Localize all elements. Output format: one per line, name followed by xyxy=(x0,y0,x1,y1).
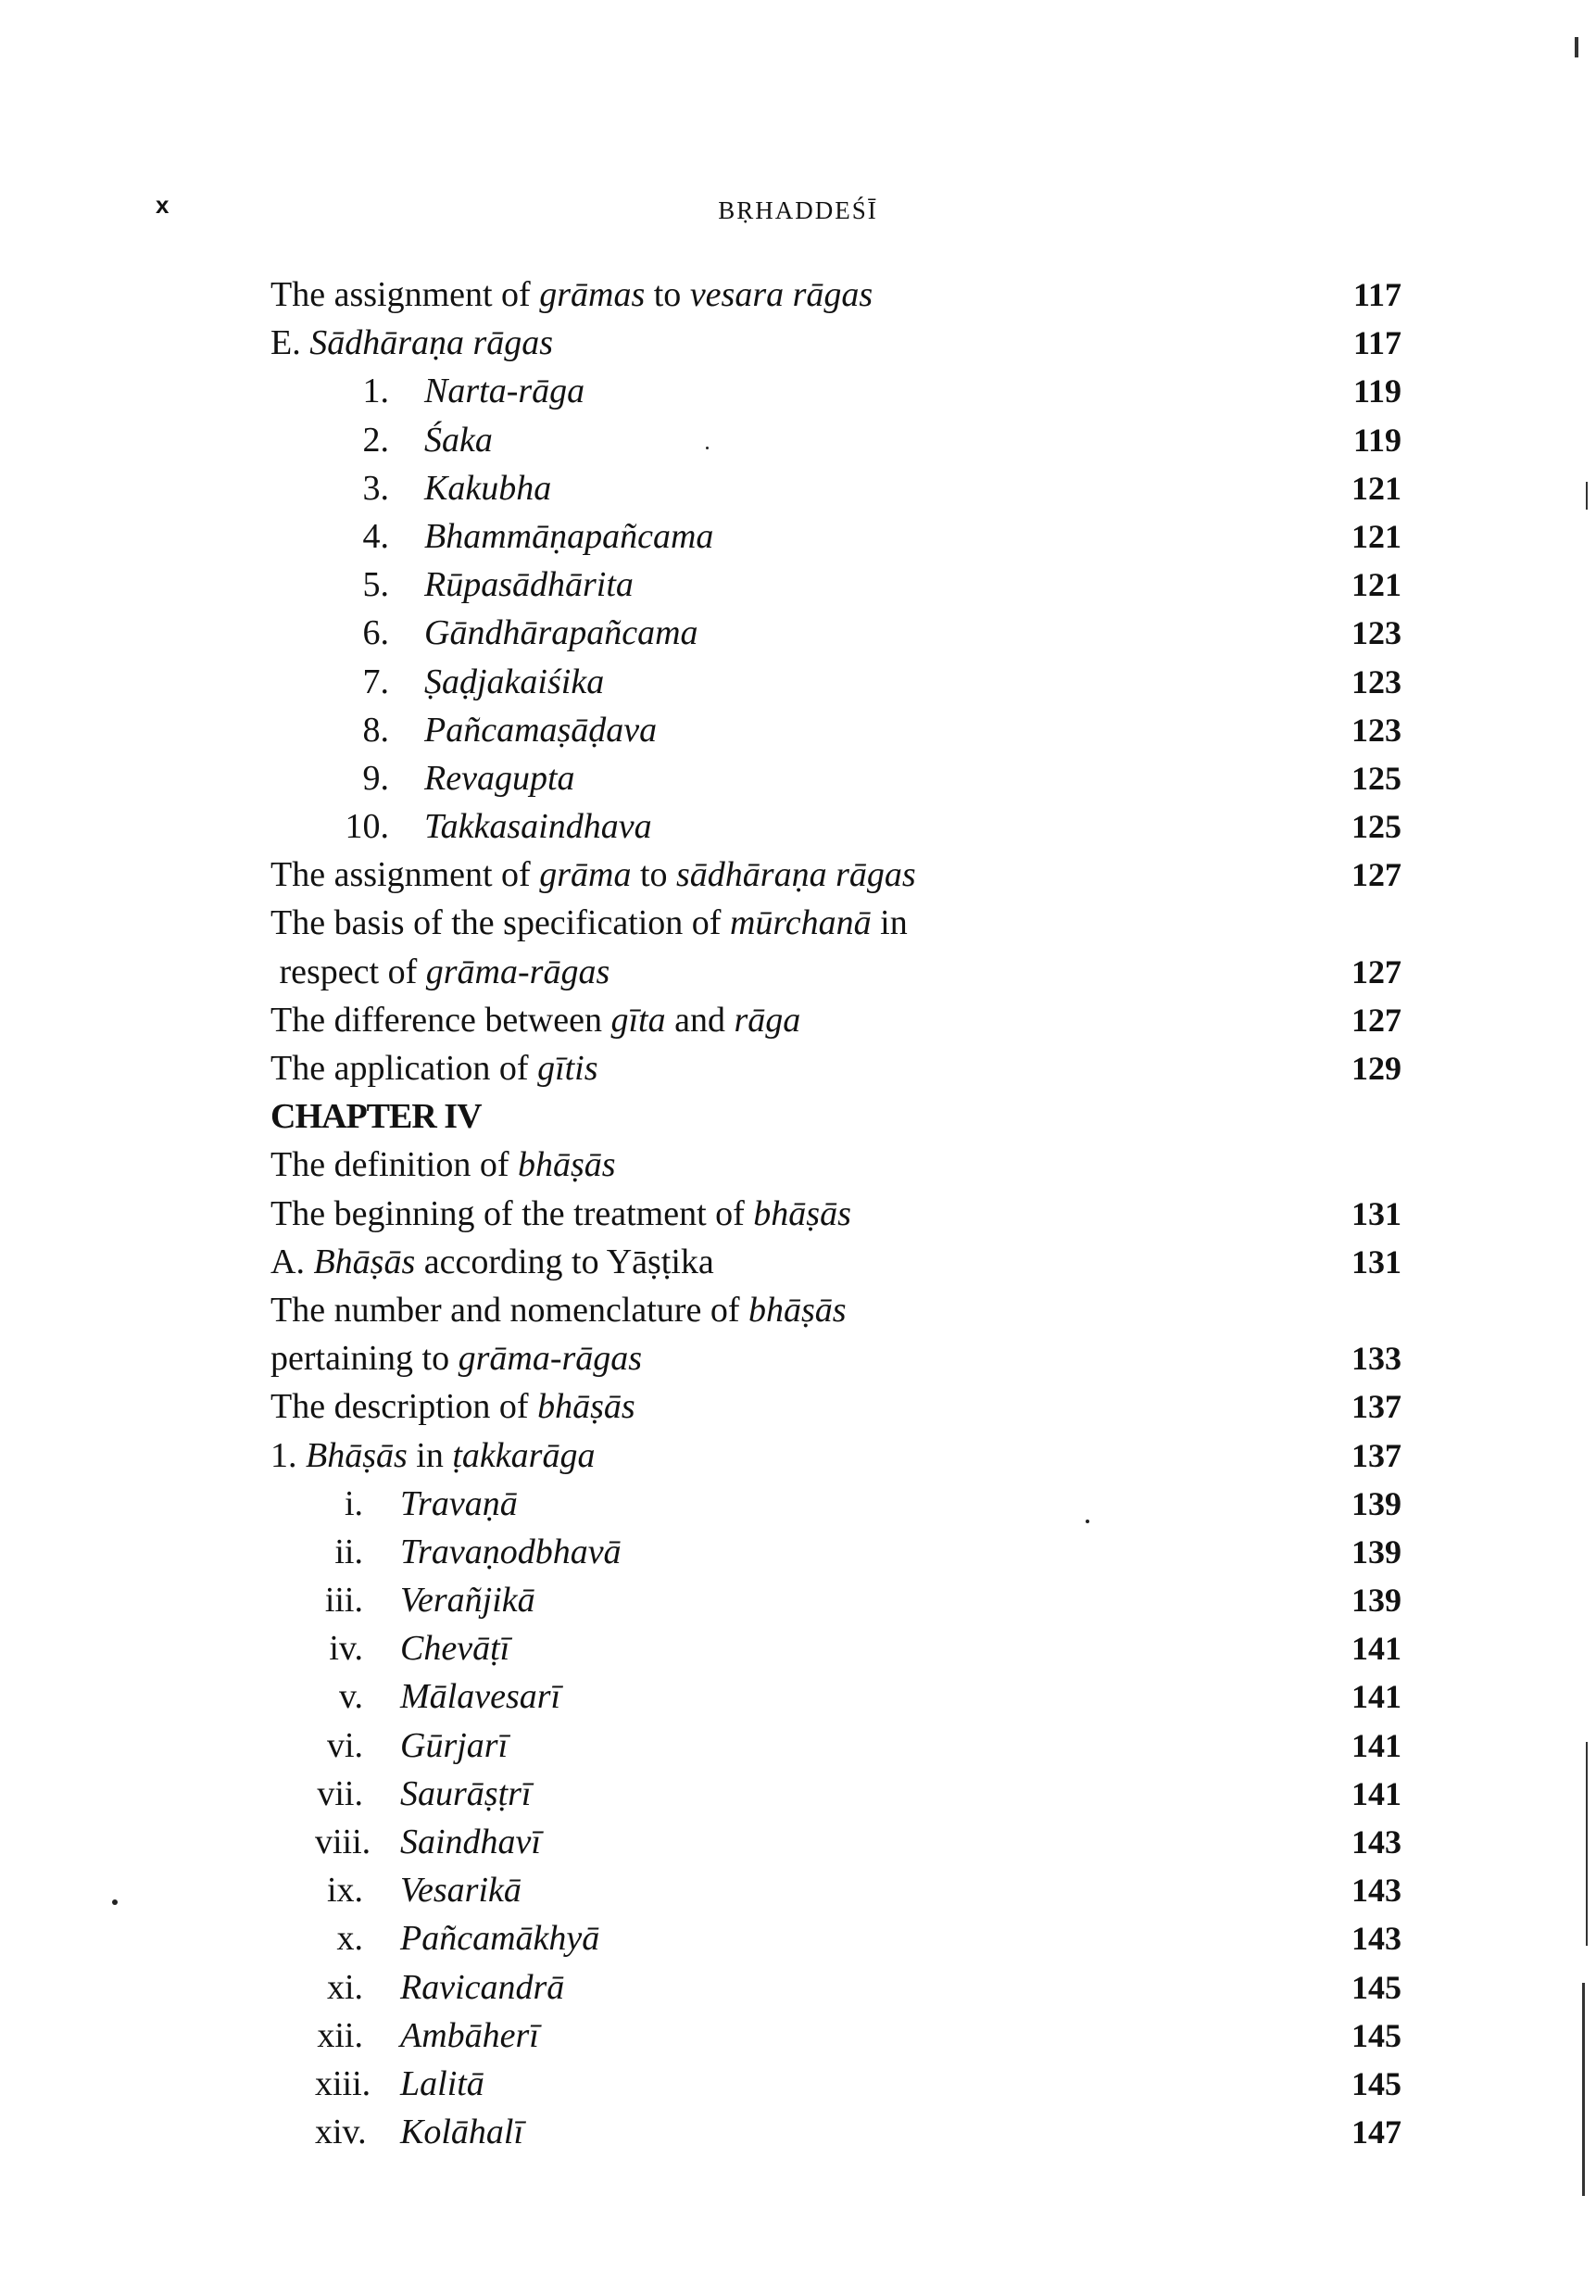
toc-page-number: 141 xyxy=(1351,1678,1401,1716)
toc-entry-number: xiv. xyxy=(315,2113,367,2152)
toc-page-number: 121 xyxy=(1351,566,1401,604)
toc-entry xyxy=(0,2108,1596,2156)
italic-term: bhāṣās xyxy=(753,1193,851,1233)
toc-entry-title xyxy=(424,802,652,851)
toc-page-number: 139 xyxy=(1351,1484,1401,1522)
toc-entry xyxy=(0,367,1596,415)
toc-entry xyxy=(0,2012,1596,2060)
toc-entry-title xyxy=(400,1770,531,1818)
toc-entry-number: ii. xyxy=(334,1532,363,1571)
italic-term: Pañcamākhyā xyxy=(400,1919,600,1959)
toc-entry-title xyxy=(400,1528,622,1576)
toc-entry-title xyxy=(400,2012,539,2060)
italic-term: sādhāraṇa rāgas xyxy=(676,855,916,895)
italic-term: rāga xyxy=(734,1000,801,1040)
table-of-contents xyxy=(0,271,1596,2156)
italic-term: Travaṇodbhavā xyxy=(400,1532,622,1571)
toc-page-number: 121 xyxy=(1351,469,1401,507)
toc-entry-title xyxy=(400,1963,564,2012)
title-text: The definition of xyxy=(270,1145,518,1185)
toc-entry xyxy=(0,1190,1596,1238)
toc-page-number: 127 xyxy=(1351,856,1401,894)
toc-entry-title xyxy=(270,271,873,319)
italic-term: Sādhāraṇa rāgas xyxy=(309,323,554,363)
title-text: to xyxy=(645,275,690,314)
italic-term: Kolāhalī xyxy=(400,2113,524,2152)
italic-term: mūrchanā xyxy=(729,903,872,943)
toc-entry-title xyxy=(270,1334,642,1382)
toc-page-number: 139 xyxy=(1351,1582,1401,1620)
toc-entry xyxy=(0,609,1596,657)
toc-page-number: 133 xyxy=(1351,1340,1401,1378)
toc-entry-title xyxy=(400,2108,523,2156)
title-text: The assignment of xyxy=(270,275,540,314)
italic-term: Pañcamaṣāḍava xyxy=(424,710,658,750)
toc-entry-title xyxy=(270,1382,635,1431)
italic-term: bhāṣās xyxy=(537,1387,635,1427)
italic-term: Narta-rāga xyxy=(424,372,585,411)
toc-entry-title xyxy=(400,1818,541,1866)
toc-entry xyxy=(0,416,1596,464)
italic-term: Śaka xyxy=(424,420,493,460)
toc-entry-number: 4. xyxy=(362,516,389,556)
toc-page-number: 129 xyxy=(1351,1050,1401,1087)
toc-page-number: 123 xyxy=(1351,614,1401,652)
toc-page-number: 143 xyxy=(1351,1872,1401,1910)
toc-entry-title xyxy=(424,512,713,561)
edge-mark xyxy=(1586,482,1588,510)
italic-term: Saindhavī xyxy=(400,1823,541,1861)
toc-entry-number: iv. xyxy=(329,1629,363,1669)
toc-page-number: 127 xyxy=(1351,1001,1401,1039)
toc-entry-title xyxy=(270,319,553,367)
toc-page-number: 141 xyxy=(1351,1774,1401,1812)
toc-page-number: 121 xyxy=(1351,517,1401,555)
italic-term: Bhammāṇapañcama xyxy=(424,516,714,556)
italic-term: Vesarikā xyxy=(400,1871,522,1911)
italic-term: Bhāṣās xyxy=(306,1435,408,1475)
toc-entry xyxy=(0,1044,1596,1092)
toc-page-number: 141 xyxy=(1351,1630,1401,1668)
toc-entry-number: 1. xyxy=(362,372,389,411)
toc-entry xyxy=(0,851,1596,899)
toc-page-number: 125 xyxy=(1351,808,1401,846)
toc-entry-title xyxy=(424,464,551,512)
toc-entry-number: 7. xyxy=(362,662,389,701)
toc-page-number: 145 xyxy=(1351,2064,1401,2102)
toc-entry-title xyxy=(424,754,575,802)
toc-entry-title xyxy=(400,1480,518,1528)
toc-page-number: 117 xyxy=(1352,276,1401,313)
toc-entry-title xyxy=(400,2060,484,2108)
speck xyxy=(706,447,709,449)
title-text: The beginning of the treatment of xyxy=(270,1193,754,1233)
edge-mark xyxy=(1582,1983,1585,2196)
toc-entry xyxy=(0,1141,1596,1189)
toc-entry xyxy=(0,1624,1596,1672)
toc-entry-number: ix. xyxy=(326,1871,363,1911)
italic-term: bhāṣās xyxy=(517,1145,616,1185)
toc-entry-title xyxy=(270,1141,616,1189)
italic-term: grāma-rāgas xyxy=(425,952,610,991)
toc-entry xyxy=(0,1866,1596,1914)
page-number: x xyxy=(156,191,170,219)
toc-entry xyxy=(0,1528,1596,1576)
title-text: in xyxy=(871,903,908,943)
toc-entry-title xyxy=(270,996,800,1044)
toc-entry-title xyxy=(270,1286,847,1334)
toc-entry-number: 5. xyxy=(362,565,389,605)
toc-entry-title xyxy=(424,609,698,657)
toc-page-number: 145 xyxy=(1351,1968,1401,2006)
toc-entry xyxy=(0,1576,1596,1624)
toc-entry xyxy=(0,1770,1596,1818)
toc-page-number: 143 xyxy=(1351,1920,1401,1958)
italic-term: Ambāherī xyxy=(400,2015,539,2055)
title-text: The number and nomenclature of xyxy=(270,1290,748,1330)
toc-entry-number: 6. xyxy=(362,613,389,653)
italic-term: Kakubha xyxy=(424,468,552,508)
toc-page-number: 119 xyxy=(1352,421,1401,459)
toc-entry-title xyxy=(270,1092,482,1141)
toc-entry-number: xiii. xyxy=(315,2063,371,2103)
toc-page-number: 143 xyxy=(1351,1823,1401,1861)
toc-entry-title xyxy=(270,1044,598,1092)
italic-term: Saurāṣṭrī xyxy=(400,1773,532,1813)
toc-entry xyxy=(0,802,1596,851)
title-text: E. xyxy=(270,323,310,363)
toc-entry-number: xi. xyxy=(326,1967,363,2007)
toc-entry-title xyxy=(424,367,584,415)
italic-term: Revagupta xyxy=(424,758,575,798)
toc-entry xyxy=(0,1382,1596,1431)
toc-entry-number: v. xyxy=(338,1677,363,1717)
italic-term: Travaṇā xyxy=(400,1483,518,1523)
toc-entry-number: vi. xyxy=(326,1725,363,1765)
toc-entry-title xyxy=(270,899,908,947)
italic-term: gītis xyxy=(537,1049,598,1088)
title-text: pertaining to xyxy=(270,1339,459,1379)
toc-entry xyxy=(0,1914,1596,1962)
toc-entry-number: 8. xyxy=(362,710,389,750)
toc-entry xyxy=(0,1722,1596,1770)
italic-term: Mālavesarī xyxy=(400,1677,561,1717)
toc-entry xyxy=(0,948,1596,996)
toc-entry xyxy=(0,996,1596,1044)
toc-entry-title xyxy=(400,1576,535,1624)
title-text: in xyxy=(407,1435,453,1475)
italic-term: grāma xyxy=(539,855,632,895)
italic-term: gīta xyxy=(610,1000,666,1040)
toc-page-number: 137 xyxy=(1351,1388,1401,1426)
toc-entry xyxy=(0,512,1596,561)
toc-entry-title xyxy=(270,948,609,996)
title-text: according to Yāṣṭika xyxy=(415,1242,714,1281)
toc-entry xyxy=(0,706,1596,754)
toc-entry-number: xii. xyxy=(317,2015,363,2055)
italic-term: Chevāṭī xyxy=(400,1629,510,1669)
toc-entry-number: 10. xyxy=(345,807,389,847)
toc-entry xyxy=(0,1334,1596,1382)
italic-term: vesara rāgas xyxy=(689,275,873,314)
toc-page-number: 137 xyxy=(1351,1436,1401,1474)
italic-term: Verañjikā xyxy=(400,1581,535,1621)
toc-entry-title xyxy=(270,851,916,899)
title-text: The basis of the specification of xyxy=(270,903,730,943)
toc-page-number: 119 xyxy=(1352,372,1401,410)
toc-entry-title xyxy=(424,706,657,754)
toc-entry-number: 9. xyxy=(362,758,389,798)
toc-page-number: 139 xyxy=(1351,1533,1401,1571)
toc-page-number: 141 xyxy=(1351,1726,1401,1764)
italic-term: Bhāṣās xyxy=(313,1242,416,1281)
toc-entry xyxy=(0,658,1596,706)
speck xyxy=(1086,1520,1089,1523)
title-text: respect of xyxy=(270,952,426,991)
toc-entry-title xyxy=(270,1238,714,1286)
toc-entry-title xyxy=(424,416,493,464)
italic-term: Lalitā xyxy=(400,2063,484,2103)
toc-page-number: 117 xyxy=(1352,324,1401,362)
toc-entry xyxy=(0,319,1596,367)
toc-entry xyxy=(0,1480,1596,1528)
title-text: The difference between xyxy=(270,1000,611,1040)
title-text: and xyxy=(665,1000,735,1040)
title-text: A. xyxy=(270,1242,314,1281)
chapter-heading xyxy=(0,1092,1596,1141)
toc-entry xyxy=(0,271,1596,319)
toc-page-number: 123 xyxy=(1351,662,1401,700)
toc-page-number: 131 xyxy=(1351,1194,1401,1232)
edge-mark xyxy=(1575,37,1578,57)
toc-entry-title xyxy=(424,658,604,706)
toc-page-number: 125 xyxy=(1351,759,1401,797)
title-text: The application of xyxy=(270,1049,538,1088)
italic-term: grāma-rāgas xyxy=(458,1339,643,1379)
italic-term: ṭakkarāga xyxy=(452,1435,596,1475)
toc-entry xyxy=(0,561,1596,609)
toc-page-number: 127 xyxy=(1351,952,1401,990)
title-text: 1. xyxy=(270,1435,306,1475)
toc-entry xyxy=(0,899,1596,947)
toc-entry xyxy=(0,1432,1596,1480)
italic-term: Gāndhārapañcama xyxy=(424,613,698,653)
title-text: The assignment of xyxy=(270,855,540,895)
toc-entry-title xyxy=(424,561,634,609)
toc-page-number: 131 xyxy=(1351,1243,1401,1280)
toc-entry-title xyxy=(270,1432,595,1480)
toc-entry xyxy=(0,464,1596,512)
toc-entry-title xyxy=(400,1722,508,1770)
toc-entry xyxy=(0,2060,1596,2108)
italic-term: Rūpasādhārita xyxy=(424,565,634,605)
toc-entry-title xyxy=(400,1914,599,1962)
italic-term: bhāṣās xyxy=(748,1290,847,1330)
toc-entry xyxy=(0,1818,1596,1866)
toc-entry-title xyxy=(400,1672,560,1721)
title-text: to xyxy=(631,855,677,895)
italic-term: grāmas xyxy=(539,275,646,314)
italic-term: Ṣaḍjakaiśika xyxy=(424,662,605,701)
toc-entry-number: i. xyxy=(344,1483,363,1523)
edge-mark xyxy=(1586,1742,1588,1946)
speck xyxy=(112,1899,118,1905)
toc-page-number: 123 xyxy=(1351,711,1401,749)
toc-entry xyxy=(0,1238,1596,1286)
toc-entry-number: x. xyxy=(336,1919,363,1959)
toc-entry-number: 3. xyxy=(362,468,389,508)
toc-page-number: 145 xyxy=(1351,2016,1401,2054)
running-title: BṚHADDEŚĪ xyxy=(718,196,878,224)
toc-entry-title xyxy=(400,1624,509,1672)
italic-term: Takkasaindhava xyxy=(424,807,652,847)
toc-entry xyxy=(0,1963,1596,2012)
toc-entry-title xyxy=(400,1866,522,1914)
toc-entry-number: iii. xyxy=(324,1581,363,1621)
title-text: The description of xyxy=(270,1387,538,1427)
toc-entry-number: vii. xyxy=(317,1773,363,1813)
toc-entry-title xyxy=(270,1190,851,1238)
toc-entry xyxy=(0,1672,1596,1721)
toc-entry xyxy=(0,1286,1596,1334)
toc-entry-number: 2. xyxy=(362,420,389,460)
toc-entry xyxy=(0,754,1596,802)
title-text: CHAPTER IV xyxy=(270,1097,482,1137)
toc-page-number: 147 xyxy=(1351,2113,1401,2151)
italic-term: Ravicandrā xyxy=(400,1967,565,2007)
toc-entry-number: viii. xyxy=(315,1823,371,1861)
italic-term: Gūrjarī xyxy=(400,1725,509,1765)
